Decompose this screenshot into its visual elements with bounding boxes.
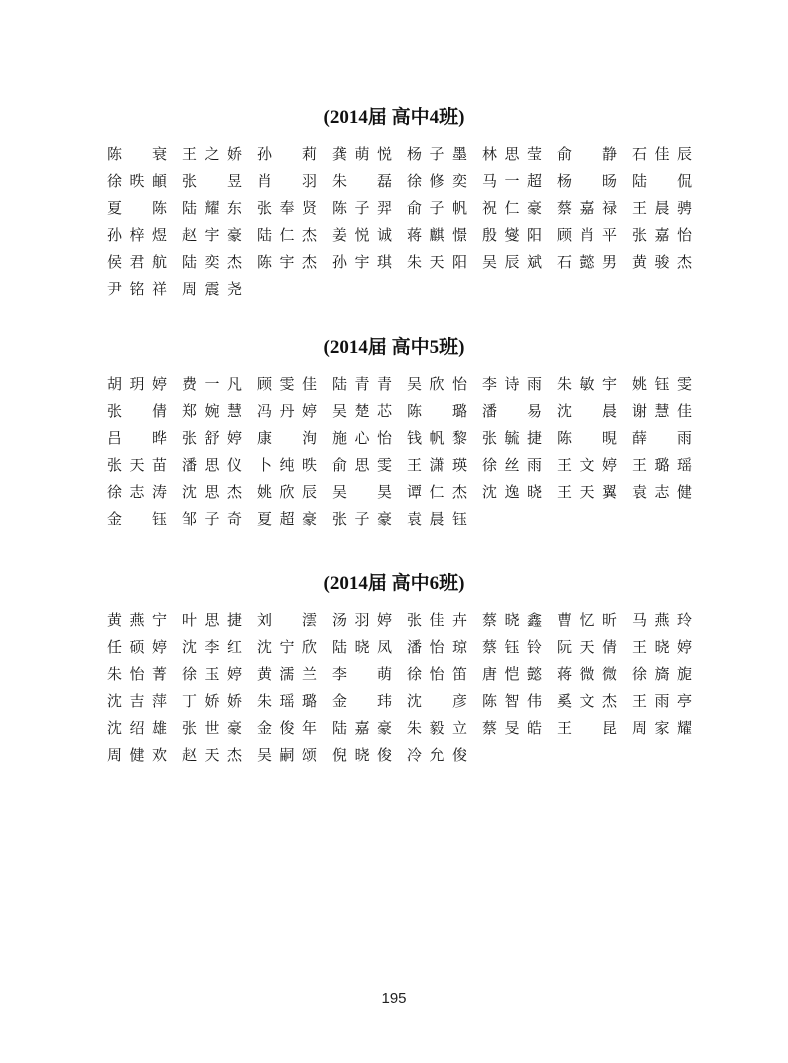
student-name: 唐恺懿 [482,665,542,683]
student-name: 孙 莉 [257,145,317,163]
student-name: 张 昱 [182,172,242,190]
student-name: 周家耀 [632,719,692,737]
student-name: 王之娇 [182,145,242,163]
student-name: 陈子羿 [332,199,392,217]
student-name: 张毓捷 [482,429,542,447]
student-name: 尹铭祥 [107,280,167,298]
student-name: 顾雯佳 [257,375,317,393]
student-name: 孙梓煜 [107,226,167,244]
student-name: 姚钰雯 [632,375,692,393]
student-name: 汤羽婷 [332,611,392,629]
student-name: 顾肖平 [557,226,617,244]
student-name: 曹忆昕 [557,611,617,629]
student-name: 朱天阳 [407,253,467,271]
student-name: 王潇瑛 [407,456,467,474]
student-name: 黄燕宁 [107,611,167,629]
student-name: 王天翼 [557,483,617,501]
student-name: 张 倩 [107,402,167,420]
student-name: 石懿男 [557,253,617,271]
student-name: 张舒婷 [182,429,242,447]
student-name: 刘 澐 [257,611,317,629]
student-name: 赵天杰 [182,746,242,764]
student-name: 沈 晨 [557,402,617,420]
student-name: 周健欢 [107,746,167,764]
student-name: 王晓婷 [632,638,692,656]
student-name: 黄骏杰 [632,253,692,271]
student-name: 袁晨钰 [407,510,467,528]
student-name: 徐玉婷 [182,665,242,683]
student-name: 夏 陈 [107,199,167,217]
student-name: 杨 旸 [557,172,617,190]
student-name: 冷允俊 [407,746,467,764]
student-name: 李 萌 [332,665,392,683]
student-name: 陆奕杰 [182,253,242,271]
student-name: 谭仁杰 [407,483,467,501]
student-name: 奚文杰 [557,692,617,710]
student-name: 朱 磊 [332,172,392,190]
student-name: 吴楚芯 [332,402,392,420]
student-name: 龚萌悦 [332,145,392,163]
student-name: 张子豪 [332,510,392,528]
student-name: 卜纯昳 [257,456,317,474]
student-name: 沈思杰 [182,483,242,501]
student-name: 俞 静 [557,145,617,163]
student-name: 袁志健 [632,483,692,501]
name-grid [107,606,707,768]
student-name: 陆仁杰 [257,226,317,244]
student-name: 叶思捷 [182,611,242,629]
student-name: 朱毅立 [407,719,467,737]
student-name: 陈 晛 [557,429,617,447]
student-name: 徐修奕 [407,172,467,190]
student-name: 郑婉慧 [182,402,242,420]
student-name: 蒋麒憬 [407,226,467,244]
student-name: 蔡钰铃 [482,638,542,656]
page-number: 195 [381,990,407,1007]
student-name: 林思莹 [482,145,542,163]
student-name: 潘思仪 [182,456,242,474]
student-name: 张嘉怡 [632,226,692,244]
student-name: 丁娇娇 [182,692,242,710]
student-name: 沈宁欣 [257,638,317,656]
student-name: 蔡旻皓 [482,719,542,737]
student-name: 祝仁豪 [482,199,542,217]
student-name: 吴辰斌 [482,253,542,271]
student-name: 薛 雨 [632,429,692,447]
student-name: 蔡嘉禄 [557,199,617,217]
student-name: 马燕玲 [632,611,692,629]
student-name: 陆青青 [332,375,392,393]
student-name: 陈智伟 [482,692,542,710]
student-name: 王 昆 [557,719,617,737]
student-name: 王晨骋 [632,199,692,217]
student-name: 张天苗 [107,456,167,474]
student-name: 吕 晔 [107,429,167,447]
student-name: 陈宇杰 [257,253,317,271]
student-name: 钱帆黎 [407,429,467,447]
student-name: 潘怡琼 [407,638,467,656]
student-name: 周震尧 [182,280,242,298]
student-name: 徐志涛 [107,483,167,501]
student-name: 俞子帆 [407,199,467,217]
student-name: 赵宇豪 [182,226,242,244]
student-name: 夏超豪 [257,510,317,528]
student-name: 张奉贤 [257,199,317,217]
name-grid [107,140,707,302]
student-name: 张佳卉 [407,611,467,629]
student-name: 朱敏宇 [557,375,617,393]
student-name: 殷燮阳 [482,226,542,244]
student-name: 黄濡兰 [257,665,317,683]
student-name: 蔡晓鑫 [482,611,542,629]
student-name: 徐丝雨 [482,456,542,474]
student-name: 吴欣怡 [407,375,467,393]
student-name: 沈 彦 [407,692,467,710]
student-name: 徐昳頔 [107,172,167,190]
student-name: 邹子奇 [182,510,242,528]
student-name: 姜悦诚 [332,226,392,244]
student-name: 沈吉萍 [107,692,167,710]
student-name: 沈李红 [182,638,242,656]
student-name: 阮天倩 [557,638,617,656]
student-name: 金俊年 [257,719,317,737]
student-name: 陆嘉豪 [332,719,392,737]
student-name: 任硕婷 [107,638,167,656]
student-name: 倪晓俊 [332,746,392,764]
student-name: 俞思雯 [332,456,392,474]
student-name: 康 洵 [257,429,317,447]
student-name: 张世豪 [182,719,242,737]
student-name: 朱怡菁 [107,665,167,683]
student-name: 吴嗣颂 [257,746,317,764]
student-name: 徐旖旎 [632,665,692,683]
student-name: 费一凡 [182,375,242,393]
student-name: 石佳辰 [632,145,692,163]
section-title: (2014届 高中5班) [323,337,465,358]
student-name: 潘 易 [482,402,542,420]
student-name: 徐怡笛 [407,665,467,683]
student-name: 陆 侃 [632,172,692,190]
student-name: 陆晓凤 [332,638,392,656]
section-title: (2014届 高中6班) [323,573,465,594]
student-name: 胡玥婷 [107,375,167,393]
student-name: 蒋微微 [557,665,617,683]
student-name: 朱瑶璐 [257,692,317,710]
student-name: 陆耀东 [182,199,242,217]
student-name: 施心怡 [332,429,392,447]
student-name: 陈 璐 [407,402,467,420]
student-name: 冯丹婷 [257,402,317,420]
student-name: 孙宇琪 [332,253,392,271]
student-name: 杨子墨 [407,145,467,163]
student-name: 吴 昊 [332,483,392,501]
student-name: 陈 衰 [107,145,167,163]
student-name: 谢慧佳 [632,402,692,420]
student-name: 姚欣辰 [257,483,317,501]
student-name: 王璐瑶 [632,456,692,474]
student-name: 李诗雨 [482,375,542,393]
student-name: 金 玮 [332,692,392,710]
student-name: 沈逸晓 [482,483,542,501]
student-name: 马一超 [482,172,542,190]
student-name: 王雨亭 [632,692,692,710]
student-name: 沈绍雄 [107,719,167,737]
student-name: 侯君航 [107,253,167,271]
student-name: 王文婷 [557,456,617,474]
student-name: 金 钰 [107,510,167,528]
student-name: 肖 羽 [257,172,317,190]
name-grid [107,370,707,532]
section-title: (2014届 高中4班) [323,107,465,128]
